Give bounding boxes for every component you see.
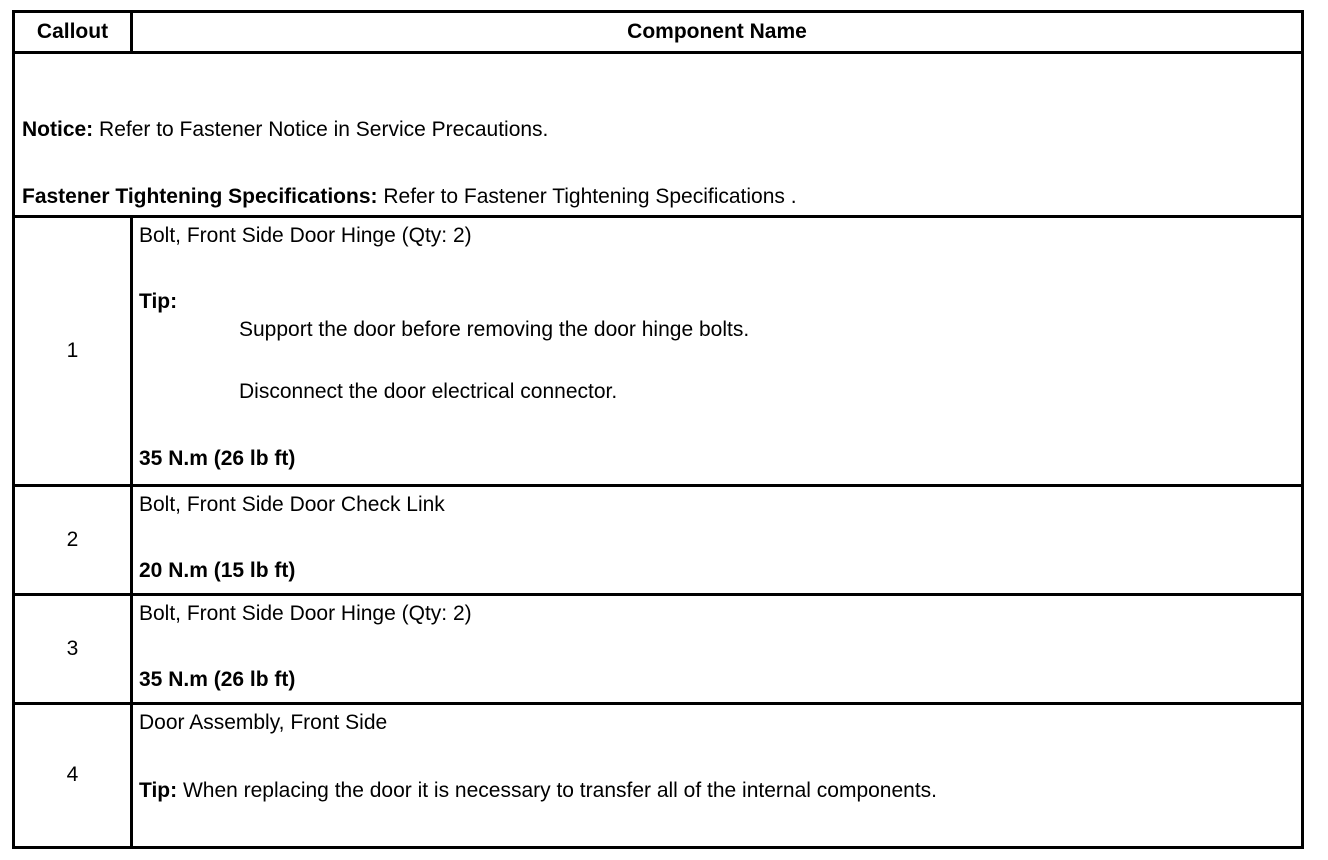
component-name: Bolt, Front Side Door Hinge (Qty: 2) [139,224,472,248]
torque-spec: 20 N.m (15 lb ft) [139,559,296,583]
tip-text: When replacing the door it is necessary to transfer all of the internal components. [177,778,938,802]
tip-label: Tip: [139,778,178,802]
tip-label: Tip: [139,290,178,314]
tip-line [139,779,1301,803]
component-name-header: Component Name [132,12,1303,53]
spec-line [22,185,797,209]
table-row [14,486,1303,595]
callout-number: 1 [14,217,132,486]
component-cell [132,217,1303,486]
callout-number: 2 [14,486,132,595]
notice-text: Refer to Fastener Notice in Service Precautions. [93,118,549,142]
table-row [14,595,1303,704]
component-cell [132,595,1303,704]
component-name: Bolt, Front Side Door Check Link [139,493,445,517]
notice-label: Notice: [22,118,94,142]
callout-number: 3 [14,595,132,704]
torque-spec: 35 N.m (26 lb ft) [139,668,296,692]
tip-step: Support the door before removing the door hinge bolts. [239,318,750,342]
callout-header: Callout [14,12,132,53]
callout-number: 4 [14,703,132,847]
table-row [14,217,1303,486]
header-row [14,12,1303,53]
component-name: Door Assembly, Front Side [139,710,388,734]
component-table [12,10,1304,849]
spec-label: Fastener Tightening Specifications: [22,185,378,209]
component-name: Bolt, Front Side Door Hinge (Qty: 2) [139,602,472,626]
component-cell [132,703,1303,847]
notice-row [14,53,1303,217]
spec-text: Refer to Fastener Tightening Specifications . [377,185,797,209]
notice-block [22,118,797,209]
notice-cell [14,53,1303,217]
tip-step: Disconnect the door electrical connector. [239,380,618,404]
torque-spec: 35 N.m (26 lb ft) [139,447,296,471]
table-row [14,703,1303,847]
component-cell [132,486,1303,595]
notice-line [22,118,797,142]
